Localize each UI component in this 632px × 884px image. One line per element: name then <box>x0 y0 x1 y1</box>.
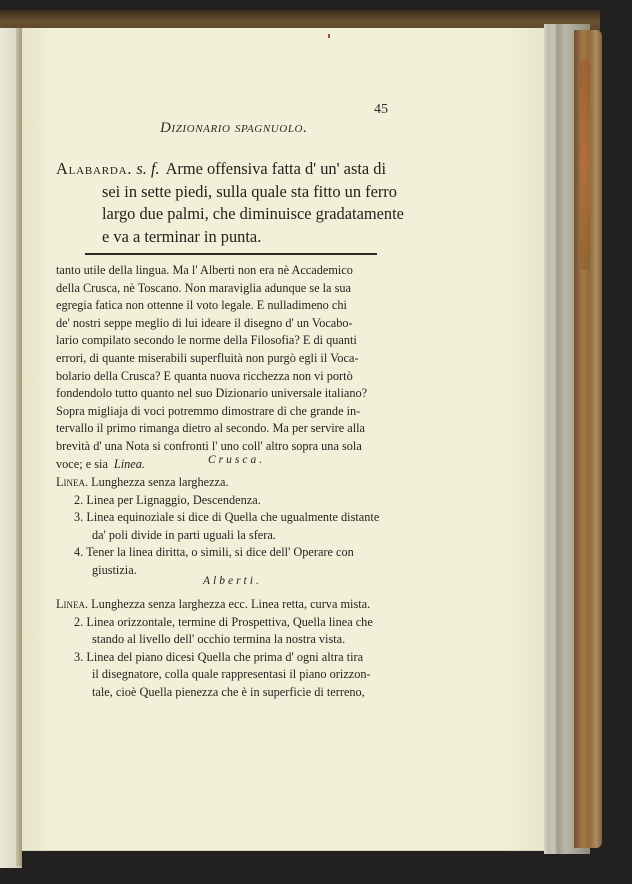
definition-number: 2. <box>74 614 84 629</box>
definition-number: 3. <box>74 649 84 664</box>
definition-line: il disegnatore, colla quale rappresentasi il piano orizzon- <box>92 667 371 682</box>
footnote-term: Linea. <box>113 456 145 471</box>
entry-lead <box>56 158 160 181</box>
section-heading-crusca: Crusca. <box>208 454 266 466</box>
definition-line <box>56 614 396 632</box>
footnote-line: lario compilato secondo le norme della Filosofia? E di quanti <box>56 333 357 348</box>
entry-line: e va a terminar in punta. <box>102 226 262 246</box>
footnote-text <box>56 262 384 473</box>
definition-text: Linea del piano dicesi Quella che prima d' ogni altra tira <box>86 649 364 664</box>
definition-line <box>56 544 396 562</box>
page-number: 45 <box>374 102 388 117</box>
entry-headword: Alabarda. <box>56 159 133 178</box>
footnote-line: de' nostri seppe meglio di lui ideare il disegno d' un Vocabo- <box>56 315 353 330</box>
footnote-line: bolario della Crusca? E quanta nuova ricchezza non vi portò <box>56 368 353 383</box>
dictionary-entry <box>56 158 404 248</box>
definition-text: Linea equinoziale si dice di Quella che ugualmente distante <box>86 510 380 525</box>
alberti-definitions <box>56 596 396 702</box>
entry-first-line <box>56 158 386 181</box>
footnote-rule <box>85 253 377 255</box>
definition-line: giustizia. <box>92 562 137 577</box>
running-head: Dizionario spagnuolo. <box>160 120 308 136</box>
cover-stain <box>580 60 590 270</box>
definition-line <box>56 492 396 510</box>
footnote-line: brevità d' una Nota si confronti l' uno coll' altro sopra una sola <box>56 438 362 453</box>
section-heading-alberti: Alberti. <box>203 575 262 587</box>
entry-grammar: s. f. <box>136 159 160 178</box>
definition-line <box>56 649 396 667</box>
definition-line <box>56 509 396 527</box>
definition-text: Lunghezza senza larghezza ecc. Linea retta, curva mista. <box>91 597 371 611</box>
entry-line: Arme offensiva fatta d' un' asta di <box>165 159 386 178</box>
definition-line: stando al livello dell' occhio termina la nostra vista. <box>92 632 346 647</box>
entry-line: sei in sette piedi, sulla quale sta fitto un ferro <box>102 181 397 201</box>
definition-line <box>56 596 396 614</box>
footnote-line: tanto utile della lingua. Ma l' Alberti non era nè Accademico <box>56 263 353 277</box>
definition-text: Lunghezza senza larghezza. <box>91 475 229 489</box>
definition-text: Linea orizzontale, termine di Prospettiva, Quella linea che <box>86 614 373 629</box>
page-mark <box>328 34 330 38</box>
definition-number: 2. <box>74 492 84 507</box>
crusca-definitions <box>56 474 396 580</box>
definition-number: 3. <box>74 510 84 525</box>
definition-text: Tener la linea diritta, o simili, si dice dell' Operare con <box>86 545 354 560</box>
entry-line: largo due palmi, che diminuisce gradatamente <box>102 204 404 223</box>
footnote-line: Sopra migliaja di voci potremmo dimostrare di che grande in- <box>56 403 361 418</box>
footnote-line: errori, di quante miserabili superfluità non purgò egli il Voca- <box>56 350 359 365</box>
definition-number: Linea. <box>56 597 89 611</box>
definition-number: Linea. <box>56 475 89 489</box>
definition-line: tale, cioè Quella pienezza che è in superficie di terreno, <box>92 684 365 699</box>
footnote-line: fondendolo tutto quanto nel suo Dizionario universale italiano? <box>56 386 368 401</box>
definition-text: Linea per Lignaggio, Descendenza. <box>86 492 261 507</box>
footnote-line: della Crusca, nè Toscano. Non maraviglia adunque se la sua <box>56 280 351 295</box>
definition-line: da' poli divide in parti uguali la sfera. <box>92 527 276 542</box>
definition-line <box>56 474 396 492</box>
definition-number: 4. <box>74 545 84 560</box>
footnote-line: voce; e sia <box>56 456 108 471</box>
footnote-line: egregia fatica non ottenne il voto legale. E nulladimeno chi <box>56 298 347 313</box>
footnote-line: tervallo il primo rimanga dietro al secondo. Ma per servire alla <box>56 421 366 436</box>
